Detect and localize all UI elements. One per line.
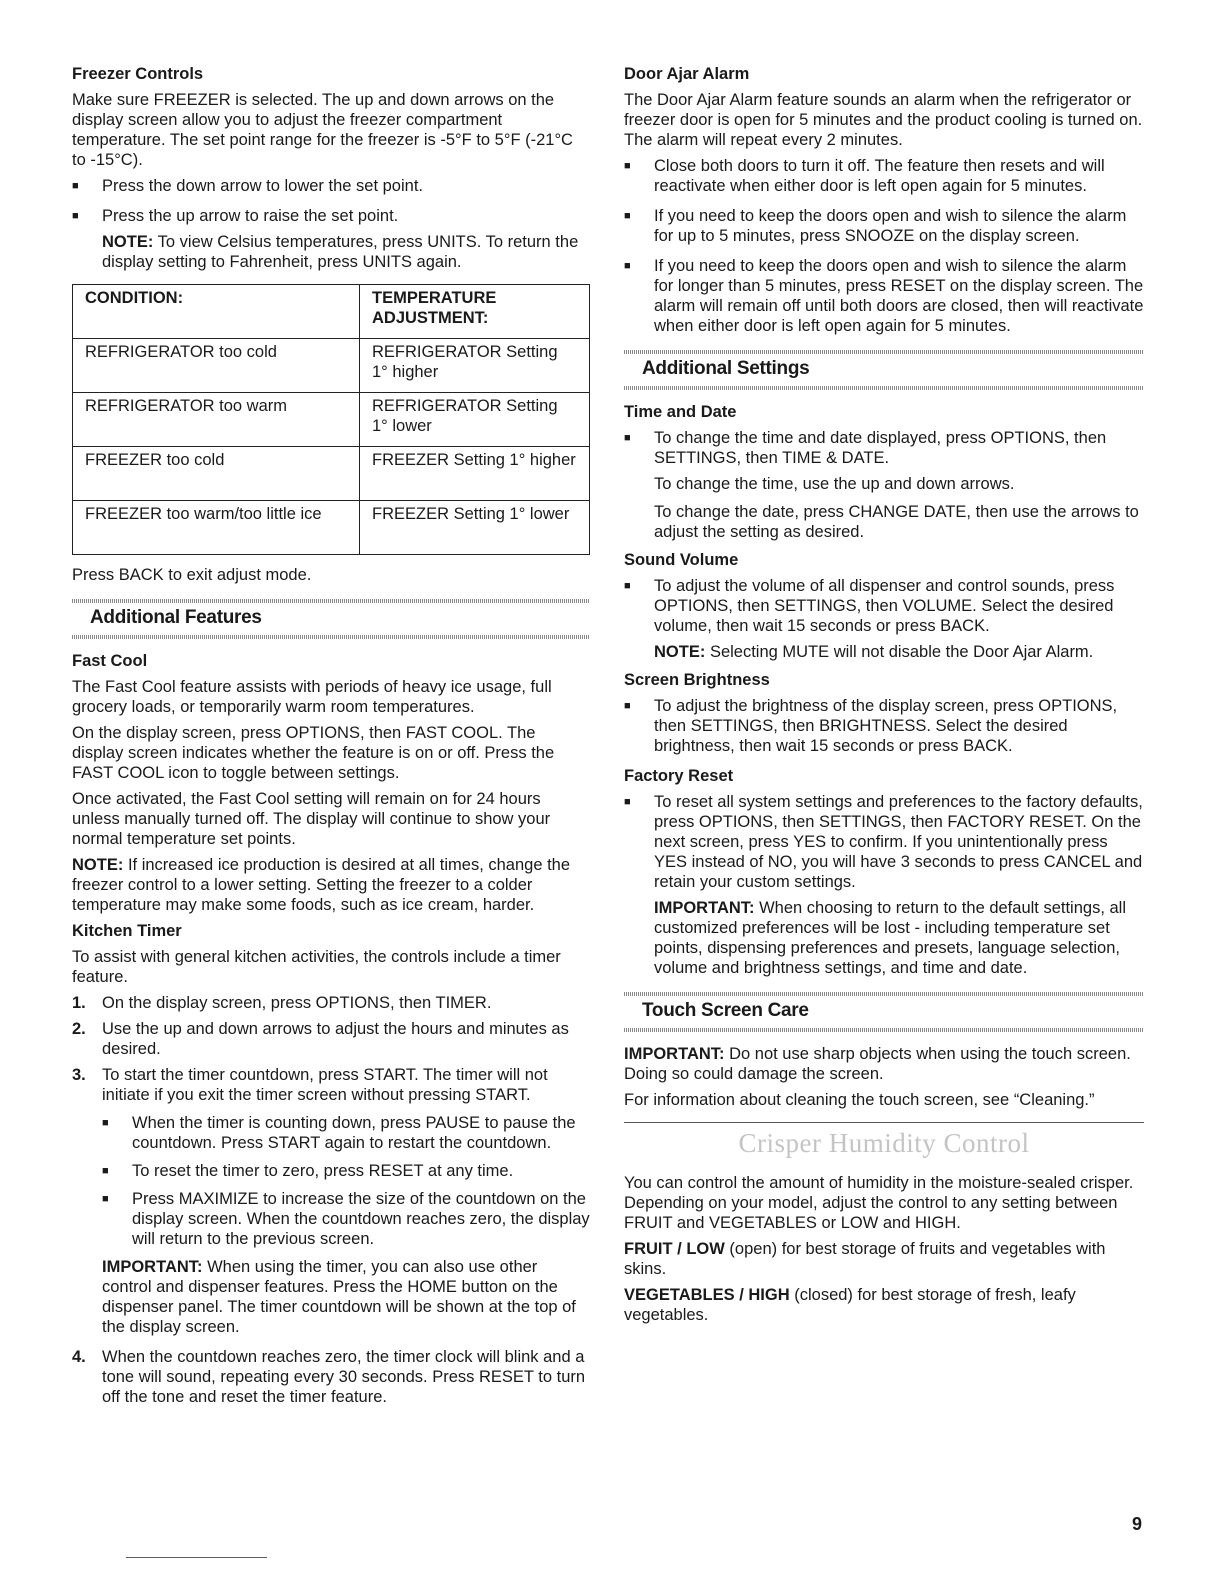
table-header-row — [73, 285, 590, 339]
important-label: IMPORTANT: — [102, 1258, 203, 1276]
fast-cool-p2: On the display screen, press OPTIONS, then FAST COOL. The display screen indicates whether the feature is on or off. Press the FAST COOL icon to toggle between settings. — [72, 724, 555, 782]
right-column — [624, 64, 1144, 1331]
step-number: 3. — [72, 1066, 86, 1084]
freezer-note — [72, 232, 590, 272]
list-item: ■ Press the down arrow to lower the set point. — [72, 176, 590, 196]
list-item: ■ Close both doors to turn it off. The feature then resets and will reactivate when either door is left open again for 5 minutes. — [624, 156, 1144, 196]
fruit-label: FRUIT / LOW — [624, 1240, 725, 1258]
fast-cool-p1: The Fast Cool feature assists with periods of heavy ice usage, full grocery loads, or temporarily warm room temperatures. — [72, 678, 552, 716]
table-cell: REFRIGERATOR too warm — [73, 393, 360, 447]
vegetables-text: (closed) for best storage of fresh, leafy vegetables. — [624, 1286, 1076, 1324]
note-text: To view Celsius temperatures, press UNITS. To return the display setting to Fahrenheit, press UNITS again. — [102, 233, 579, 271]
divider — [624, 350, 1144, 354]
list-item: ■ To change the time and date displayed, press OPTIONS, then SETTINGS, then TIME & DATE. — [624, 428, 1144, 468]
freezer-controls-intro: Make sure FREEZER is selected. The up and down arrows on the display screen allow you to adjust the freezer compartment temperature. The set point range for the freezer is -5°F to 5°F (-21°C to -15°C). — [72, 91, 573, 169]
divider — [72, 599, 590, 603]
section-heading: Touch Screen Care — [642, 1000, 809, 1021]
list-item: ■ Press MAXIMIZE to increase the size of the countdown on the display screen. When the countdown reaches zero, the display will return to the previous screen. — [72, 1189, 590, 1249]
factory-reset-title: Factory Reset — [624, 767, 734, 785]
touch-screen-important — [624, 1044, 1144, 1084]
additional-features-header — [72, 599, 590, 639]
list-item: ■ To reset the timer to zero, press RESET at any time. — [72, 1161, 590, 1181]
table-row — [73, 339, 590, 393]
important-text: Do not use sharp objects when using the touch screen. Doing so could damage the screen. — [624, 1045, 1131, 1083]
note-label: NOTE: — [72, 856, 124, 874]
crisper-heading: Crisper Humidity Control — [738, 1128, 1030, 1158]
table-header: TEMPERATURE ADJUSTMENT: — [360, 285, 590, 339]
divider — [624, 386, 1144, 390]
table-row — [73, 393, 590, 447]
important-text: When choosing to return to the default settings, all customized preferences will be lost - including temperature set points, dispensing preferences and presets, language selection, volume and brightness settings, and time and date. — [654, 899, 1126, 977]
step-number: 1. — [72, 994, 86, 1012]
factory-reset-important — [624, 898, 1144, 978]
fast-cool-p3: Once activated, the Fast Cool setting will remain on for 24 hours unless manually turned off. The display will continue to show your normal temperature set points. — [72, 790, 551, 848]
time-date-title: Time and Date — [624, 403, 737, 421]
screen-brightness-title: Screen Brightness — [624, 671, 770, 689]
note-text: Selecting MUTE will not disable the Door Ajar Alarm. — [709, 643, 1094, 661]
step-text: When the countdown reaches zero, the timer clock will blink and a tone will sound, repeating every 30 seconds. Press RESET to turn off the tone and reset the timer feature. — [102, 1348, 586, 1406]
table-header: CONDITION: — [73, 285, 360, 339]
section-heading: Additional Settings — [642, 358, 810, 379]
list-item: ■ Press the up arrow to raise the set point. — [72, 206, 590, 226]
list-item: ■ To adjust the brightness of the display screen, press OPTIONS, then SETTINGS, then BRIGHTNESS. Select the desired brightness, then wait 15 seconds or press BACK. — [624, 696, 1144, 756]
note-text: If increased ice production is desired at all times, change the freezer control to a lower setting. Setting the freezer to a colder temperature may make some foods, such as ice cream, harder. — [72, 856, 571, 914]
table-cell: FREEZER Setting 1° lower — [360, 501, 590, 555]
fast-cool-note — [72, 855, 590, 915]
divider — [624, 992, 1144, 996]
step-number: 4. — [72, 1348, 86, 1366]
step-text: On the display screen, press OPTIONS, then TIMER. — [102, 994, 492, 1012]
note-label: NOTE: — [654, 643, 706, 661]
temperature-adjustment-table — [72, 284, 590, 555]
important-text: When using the timer, you can also use other control and dispenser features. Press the HOME button on the dispenser panel. The timer countdown will be shown at the top of the display screen. — [102, 1258, 576, 1336]
step-text: Use the up and down arrows to adjust the hours and minutes as desired. — [102, 1020, 569, 1058]
door-ajar-intro: The Door Ajar Alarm feature sounds an alarm when the refrigerator or freezer door is open for 5 minutes and the product cooling is turned on. The alarm will repeat every 2 minutes. — [624, 91, 1143, 149]
list-item — [72, 1347, 590, 1407]
list-item: ■ To adjust the volume of all dispenser and control sounds, press OPTIONS, then SETTINGS, then VOLUME. Select the desired volume, then wait 15 seconds or press BACK. — [624, 576, 1144, 636]
table-cell: REFRIGERATOR Setting 1° higher — [360, 339, 590, 393]
note-label: NOTE: — [102, 233, 154, 251]
door-ajar-title: Door Ajar Alarm — [624, 65, 750, 83]
crisper-p1: You can control the amount of humidity in the moisture-sealed crisper. Depending on your model, adjust the control to any setting between FRUIT and VEGETABLES or LOW and HIGH. — [624, 1174, 1134, 1232]
divider — [624, 1028, 1144, 1032]
important-label: IMPORTANT: — [654, 899, 755, 917]
important-label: IMPORTANT: — [624, 1045, 725, 1063]
table-cell: FREEZER Setting 1° higher — [360, 447, 590, 501]
table-cell: REFRIGERATOR too cold — [73, 339, 360, 393]
fruit-text: (open) for best storage of fruits and vegetables with skins. — [624, 1240, 1106, 1278]
table-cell: REFRIGERATOR Setting 1° lower — [360, 393, 590, 447]
press-back-text: Press BACK to exit adjust mode. — [72, 566, 312, 584]
list-item — [72, 1019, 590, 1059]
table-cell: FREEZER too warm/too little ice — [73, 501, 360, 555]
list-item: ■ When the timer is counting down, press PAUSE to pause the countdown. Press START again to restart the countdown. — [72, 1113, 590, 1153]
table-row — [73, 501, 590, 555]
additional-settings-header — [624, 350, 1144, 390]
step-text: To start the timer countdown, press START. The timer will not initiate if you exit the timer screen without pressing START. — [102, 1066, 548, 1104]
left-column — [72, 64, 590, 1413]
sound-volume-title: Sound Volume — [624, 551, 739, 569]
step-number: 2. — [72, 1020, 86, 1038]
section-heading: Additional Features — [90, 607, 262, 628]
list-item — [72, 993, 590, 1013]
list-item: ■ To reset all system settings and preferences to the factory defaults, press OPTIONS, then SETTINGS, then FACTORY RESET. On the next screen, press YES to confirm. If you unintentionally press YES instead of NO, you will have 3 seconds to press CANCEL and retain your custom settings. — [624, 792, 1144, 892]
footer-line — [126, 1557, 267, 1558]
crisper-vegetables — [624, 1285, 1144, 1325]
list-item — [72, 1065, 590, 1105]
table-cell: FREEZER too cold — [73, 447, 360, 501]
time-date-p1: To change the time, use the up and down arrows. — [654, 475, 1015, 493]
crisper-fruit — [624, 1239, 1144, 1279]
fast-cool-title: Fast Cool — [72, 652, 148, 670]
touch-screen-cleaning-ref: For information about cleaning the touch screen, see “Cleaning.” — [624, 1091, 1095, 1109]
touch-screen-care-header — [624, 992, 1144, 1032]
table-row — [73, 447, 590, 501]
page-number: 9 — [1131, 1514, 1142, 1534]
list-item: ■ If you need to keep the doors open and wish to silence the alarm for up to 5 minutes, press SNOOZE on the display screen. — [624, 206, 1144, 246]
time-date-p2: To change the date, press CHANGE DATE, then use the arrows to adjust the setting as desired. — [654, 503, 1139, 541]
list-item: ■ If you need to keep the doors open and wish to silence the alarm for longer than 5 minutes, press RESET on the display screen. The alarm will remain off until both doors are closed, then will reactivate when either door is left open again for 5 minutes. — [624, 256, 1144, 336]
sound-volume-note — [624, 642, 1144, 662]
divider — [624, 1122, 1144, 1123]
freezer-controls-title: Freezer Controls — [72, 65, 204, 83]
timer-important — [72, 1257, 590, 1337]
kitchen-timer-intro: To assist with general kitchen activities, the controls include a timer feature. — [72, 948, 561, 986]
kitchen-timer-title: Kitchen Timer — [72, 922, 182, 940]
vegetables-label: VEGETABLES / HIGH — [624, 1286, 790, 1304]
divider — [72, 635, 590, 639]
